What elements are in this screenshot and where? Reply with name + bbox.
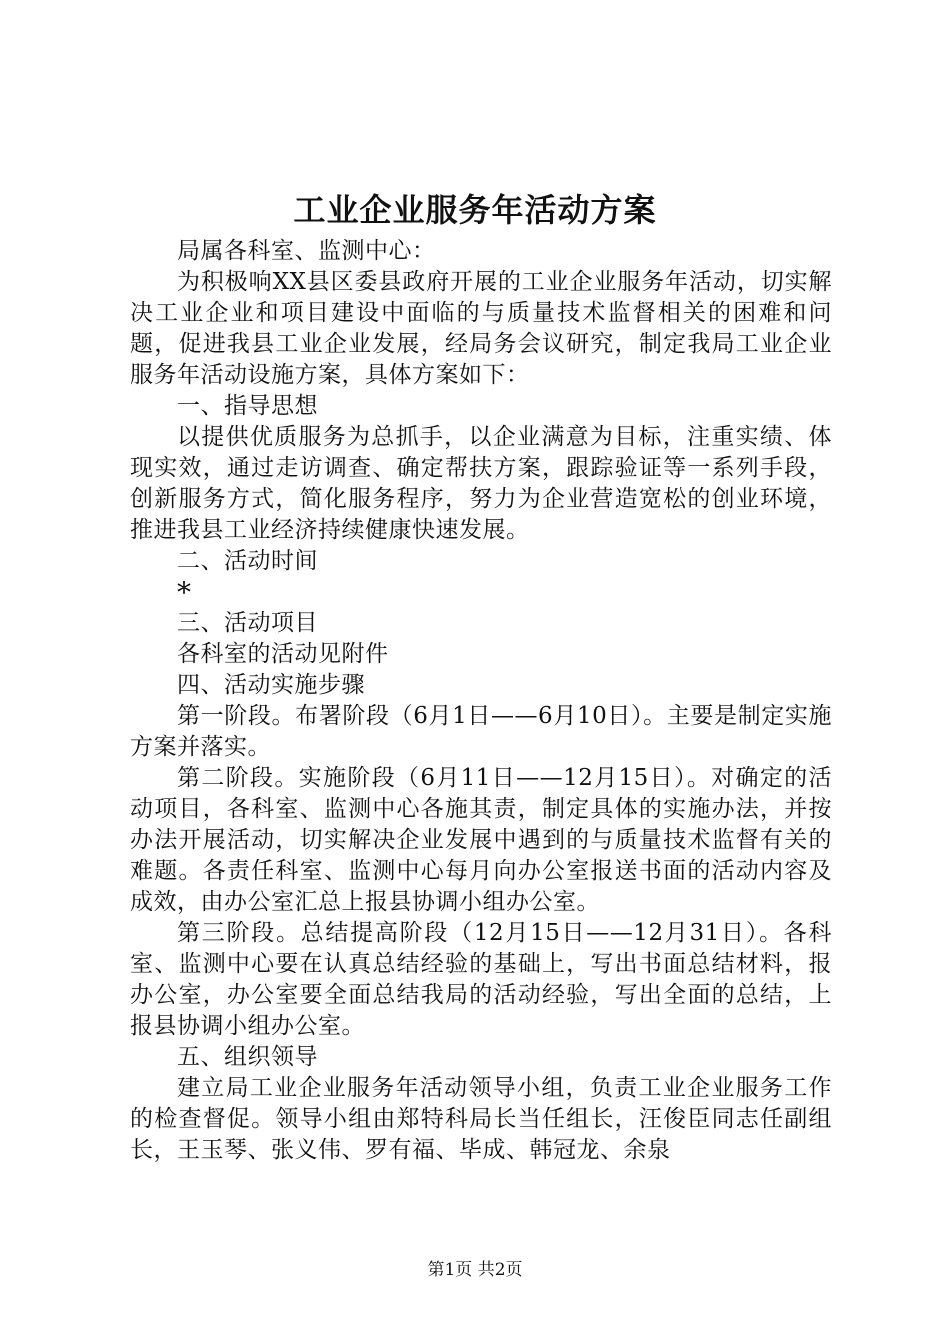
section-heading-implementation-steps: 四、活动实施步骤 — [177, 672, 365, 698]
stage-three-paragraph: 第三阶段。总结提高阶段（12月15日——12月31日）。各科室、监测中心要在认真总结经验的基础上，写出书面总结材料，报办公室，办公室要全面总结我局的活动经验，写出全面的总结，上报县协调小组办公室。 — [130, 920, 832, 1039]
document-title: 工业企业服务年活动方案 — [293, 191, 657, 229]
section-heading-activity-time: 二、活动时间 — [177, 548, 318, 574]
salutation: 局属各科室、监测中心： — [177, 238, 436, 264]
stage-one-paragraph: 第一阶段。布署阶段（6月1日——6月10日）。主要是制定实施方案并落实。 — [130, 703, 832, 760]
activity-items-paragraph: 各科室的活动见附件 — [177, 641, 389, 667]
section-heading-organization: 五、组织领导 — [177, 1044, 318, 1070]
section-heading-activity-items: 三、活动项目 — [177, 610, 318, 636]
document-body — [130, 236, 832, 1166]
page-footer: 第1页 共2页 — [427, 1260, 523, 1280]
guiding-ideology-paragraph: 以提供优质服务为总抓手，以企业满意为目标，注重实绩、体现实效，通过走访调查、确定帮扶方案，跟踪验证等一系列手段，创新服务方式，简化服务程序，努力为企业营造宽松的创业环境，推进我县工业经济持续健康快速发展。 — [130, 424, 832, 543]
organization-paragraph: 建立局工业企业服务年活动领导小组，负责工业企业服务工作的检查督促。领导小组由郑特科局长当任组长，汪俊臣同志任副组长，王玉琴、张义伟、罗有福、毕成、韩冠龙、余泉 — [130, 1075, 832, 1163]
activity-time-placeholder: * — [177, 576, 192, 609]
section-heading-guiding-ideology: 一、指导思想 — [177, 393, 318, 419]
stage-two-paragraph: 第二阶段。实施阶段（6月11日——12月15日）。对确定的活动项目，各科室、监测中心各施其责，制定具体的实施办法，并按办法开展活动，切实解决企业发展中遇到的与质量技术监督有关的难题。各责任科室、监测中心每月向办公室报送书面的活动内容及成效，由办公室汇总上报县协调小组办公室。 — [130, 765, 832, 915]
intro-paragraph: 为积极响XX县区委县政府开展的工业企业服务年活动，切实解决工业企业和项目建设中面临的与质量技术监督相关的困难和问题，促进我县工业企业发展，经局务会议研究，制定我局工业企业服务年活动设施方案，具体方案如下： — [130, 269, 832, 388]
